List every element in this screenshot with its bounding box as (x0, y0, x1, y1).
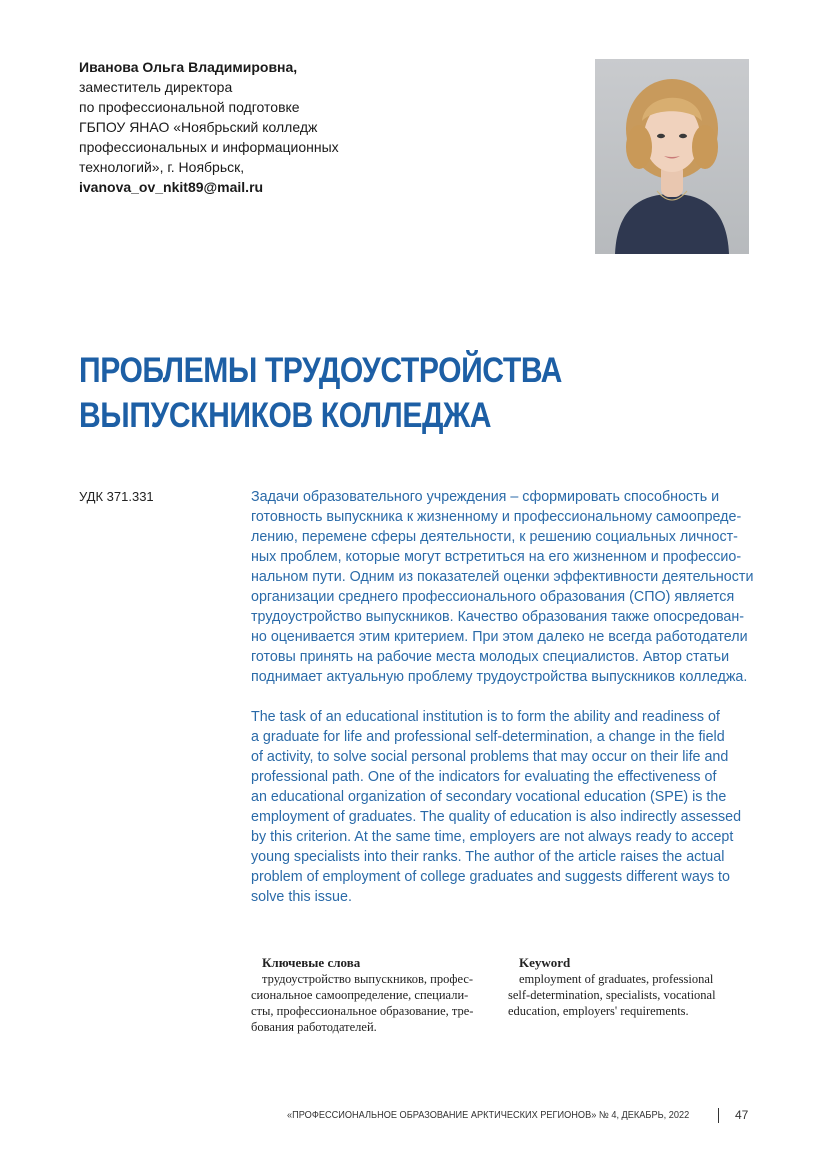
abstract-line: трудоустройство выпускников. Качество образования также опосредован- (251, 609, 744, 625)
abstract-line: готовы принять на рабочие места молодых специалистов. Автор статьи (251, 649, 730, 665)
page-footer (287, 1106, 757, 1126)
author-email[interactable]: ivanova_ov_nkit89@mail.ru (79, 179, 264, 195)
keywords-russian (251, 955, 491, 1035)
author-position-line: технологий», г. Ноябрьск, (79, 159, 245, 175)
footer-divider (718, 1108, 719, 1123)
keywords-line: education, employers' requirements. (508, 1004, 689, 1018)
article-title (79, 348, 681, 438)
abstract-line: но оценивается этим критерием. При этом далеко не всегда работодатели (251, 629, 748, 645)
abstract-line: solve this issue. (251, 889, 352, 905)
abstract-line: поднимает актуальную проблему трудоустройства выпускников колледжа. (251, 669, 748, 685)
title-line: ВЫПУСКНИКОВ КОЛЛЕДЖА (79, 396, 492, 435)
title-line: ПРОБЛЕМЫ ТРУДОУСТРОЙСТВА (79, 351, 562, 390)
author-portrait-illustration (595, 59, 749, 254)
author-position-line: профессиональных и информационных (79, 139, 339, 155)
keywords-heading: Ключевые слова (262, 955, 361, 970)
keywords-text (251, 971, 491, 1035)
author-info (79, 57, 379, 197)
abstract-line: a graduate for life and professional self-determination, a change in the field (251, 729, 725, 745)
author-photo (595, 59, 749, 254)
author-position-line: по профессиональной подготовке (79, 99, 300, 115)
author-name: Иванова Ольга Владимировна, (79, 59, 298, 75)
abstract-line: an educational organization of secondary vocational education (SPE) is the (251, 789, 727, 805)
keywords-english (508, 955, 752, 1019)
abstract (251, 487, 754, 907)
author-position-line: заместитель директора (79, 79, 233, 95)
abstract-line: Задачи образовательного учреждения – сформировать способность и (251, 489, 720, 505)
author-position-line: ГБПОУ ЯНАО «Ноябрьский колледж (79, 119, 318, 135)
abstract-line: problem of employment of college graduates and suggests different ways to (251, 869, 730, 885)
page-number: 47 (735, 1108, 749, 1122)
keywords-line: бования работодателей. (251, 1020, 377, 1034)
abstract-line: by this criterion. At the same time, employers are not always ready to accept (251, 829, 734, 845)
abstract-line: young specialists into their ranks. The author of the article raises the actual (251, 849, 725, 865)
keywords-text (508, 971, 752, 1019)
abstract-line: professional path. One of the indicators for evaluating the effectiveness of (251, 769, 717, 785)
abstract-line: ных проблем, которые могут встретиться на его жизненном и профессио- (251, 549, 742, 565)
abstract-line: организации среднего профессионального образования (СПО) является (251, 589, 735, 605)
abstract-line: готовность выпускника к жизненному и профессиональному самоопреде- (251, 509, 742, 525)
abstract-line: employment of graduates. The quality of education is also indirectly assessed (251, 809, 742, 825)
abstract-english (251, 707, 749, 907)
abstract-line: нальном пути. Одним из показателей оценки эффективности деятельности (251, 569, 754, 585)
keywords-heading: Keyword (519, 955, 571, 970)
abstract-line: The task of an educational institution is to form the ability and readiness of (251, 709, 720, 725)
keywords-line: self-determination, specialists, vocational (508, 988, 716, 1002)
keywords-line: сты, профессиональное образование, тре- (251, 1004, 474, 1018)
udk-code: УДК 371.331 (79, 489, 154, 504)
keywords-line: employment of graduates, professional (519, 972, 714, 986)
abstract-russian (251, 487, 754, 687)
keywords-line: трудоустройство выпускников, профес- (262, 972, 474, 986)
journal-name: «ПРОФЕССИОНАЛЬНОЕ ОБРАЗОВАНИЕ АРКТИЧЕСКИХ РЕГИОНОВ» № 4, ДЕКАБРЬ, 2022 (287, 1110, 690, 1121)
abstract-line: of activity, to solve social personal problems that may occur on their life and (251, 749, 729, 765)
keywords-line: сиональное самоопределение, специали- (251, 988, 469, 1002)
abstract-line: лению, перемене сферы деятельности, к решению социальных личност- (251, 529, 738, 545)
